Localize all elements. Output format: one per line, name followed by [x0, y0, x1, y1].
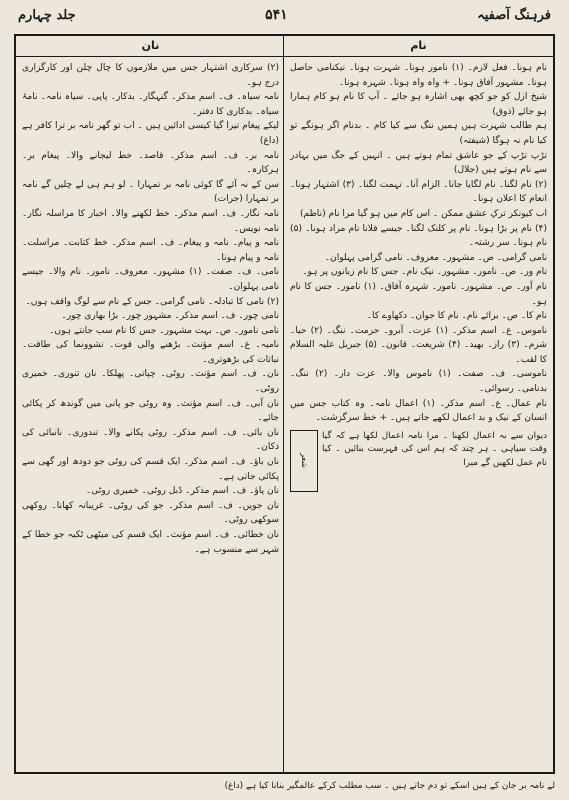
verse: سن کے نہ آئے گا کوئی نامہ بر تمہارا ۔ لو ہم ہی لے چلیں گے نامہ بر تمہارا (جرات) [22, 179, 279, 205]
entry: ناموسی۔ ف۔ صفت۔ (۱) ناموس والا۔ عزت دار۔ (۲) ننگ۔ بدنامی۔ رسوائی۔ [290, 369, 547, 395]
entry: نامہ نگار۔ ف۔ اسم مذکر۔ خط لکھنے والا۔ اخبار کا مراسلہ نگار۔ نامہ نویس۔ [22, 208, 279, 234]
entry: نام ور۔ ص۔ نامور۔ مشہور۔ نیک نام۔ جس کا نام زبانوں پر ہو۔ [302, 267, 547, 278]
left-column [16, 36, 285, 772]
entry: نام ہونا۔ فعل لازم۔ (۱) نامور ہونا۔ شہرت ہونا۔ نیکنامی حاصل ہونا۔ مشہور آفاق ہونا۔ + واہ واہ ہونا۔ شہرہ ہونا۔ [290, 63, 547, 88]
verse-box-text: دیوان سے بہ اعمال لکھنا ۔ مرا نامہ اعمال لکھا ہے کہ گیا وقت سیاہی ۔ ہر چند کہ ہم اس کی فہرست بنائیں ۔ کیا نام عمل لکھیں گے میرا [322, 430, 547, 468]
entry: ناموس۔ ع۔ اسم مذکر۔ (۱) عزت۔ آبرو۔ حرمت۔ ننگ۔ (۲) حیا۔ شرم۔ (۳) راز۔ بھید۔ (۴) شریعت۔ قانون۔ (۵) جبریل علیہ السلام کا لقب۔ [290, 325, 548, 365]
page-footnote: لے نامہ بر جان کے ہیں اسکے تو دم جاتے ہیں ۔ سب مطلب کرکے عالمگیر بنانا کیا ہے (داغ) [224, 781, 555, 791]
entry: نام آور۔ ص۔ مشہور۔ نامور۔ شہرہ آفاق۔ (۱) نامور۔ جس کا نام ہو۔ [290, 281, 547, 307]
entry: نام کا۔ ص۔ برائے نام۔ نام کا جوان۔ دکھاوے کا۔ [366, 311, 547, 322]
entry: نان جویں۔ ف۔ اسم مذکر۔ جو کی روٹی۔ غریبانہ کھانا۔ روکھی سوکھی روٹی۔ [22, 500, 279, 526]
page-frame [14, 34, 555, 774]
entry: نام عمال۔ ع۔ اسم مذکر۔ (۱) اعمال نامہ۔ وہ کتاب جس میں انسان کے نیک و بد اعمال لکھے جاتے ہیں۔ + خط سرگزشت۔ [290, 398, 547, 424]
volume-label: جلد چہارم [18, 7, 76, 23]
entry: نامیہ۔ ع۔ اسم مؤنث۔ بڑھنے والی قوت۔ نشوونما کی طاقت۔ نباتات کی بڑھوتری۔ [22, 340, 279, 365]
right-column [283, 36, 553, 772]
entry: نان باؤ۔ ف۔ اسم مذکر۔ ایک قسم کی روٹی جو دودھ اور گھی سے پکائی جاتی ہے۔ [22, 457, 279, 482]
entry: نان بائی۔ ف۔ اسم مذکر۔ روٹی پکانے والا۔ تندوری۔ نانبائی کی دکان۔ [22, 427, 279, 453]
book-title: فرہنگ آصفیہ [477, 7, 551, 23]
page-header [18, 4, 551, 26]
verse-box [290, 430, 547, 492]
entry: نامی چور۔ ف۔ اسم مذکر۔ مشہور چور۔ بڑا بھاری چور۔ [61, 311, 279, 322]
entry: (۲) نامی کا تبادلہ۔ نامی گرامی۔ جس کے نام سے لوگ واقف ہوں۔ [25, 296, 279, 307]
entry: نان۔ ف۔ اسم مؤنث۔ روٹی۔ چپاتی۔ پھلکا۔ نان تنوری۔ خمیری روٹی۔ [22, 369, 279, 395]
entry: نان پاؤ۔ ف۔ اسم مذکر۔ ڈبل روٹی۔ خمیری روٹی۔ [85, 486, 279, 497]
verse: تڑپ تڑپ کے جو عاشق تمام ہوتے ہیں ۔ انہیں کے جگ میں بہادر سے نام ہوتے ہیں (جلال) [290, 150, 547, 176]
verse: شیخ ازل کو جو کچھ بھی اشارہ ہو جائے ۔ آپ کا نام ہو کام ہمارا ہو جائے (ذوق) [290, 92, 547, 117]
verse: لیکے پیغام تیرا گیا کیسی ادائیں ہیں ۔ اب تو گھر نامہ بر ترا کافر ہے (داغ) [22, 121, 279, 146]
entry: نامی گرامی۔ ص۔ مشہور۔ معروف۔ نامی گرامی پہلوان۔ [324, 252, 547, 263]
left-column-heading: نان [16, 36, 285, 57]
verse-box-sidebar: شعر [290, 430, 318, 492]
right-column-heading: نام [284, 36, 553, 57]
right-column-body [284, 57, 553, 496]
verse: اب کیونکر ترکِ عشق ممکن ۔ اس کام میں ہو گیا مرا نام (ناظم) [299, 208, 547, 219]
entry: نامہ بر۔ ف۔ اسم مذکر۔ قاصد۔ خط لیجانے والا۔ پیغام بر۔ ہرکارہ۔ [22, 150, 279, 176]
page-number: ۵۴۱ [265, 7, 288, 23]
entry: (۲) سرکاری اشتہار جس میں ملازموں کا چال چلن اور کارگزاری درج ہو۔ [22, 63, 279, 88]
entry: نامہ سیاہ۔ ف۔ اسم مذکر۔ گنہگار۔ بدکار۔ پاپی۔ سیاہ نامہ۔ نامۂ سیاہ۔ بدکاری کا دفتر۔ [22, 92, 279, 117]
entry: نامہ و پیام۔ نامہ و پیغام۔ ف۔ اسم مذکر۔ خط کتابت۔ مراسلت۔ نامہ و پیام ہونا۔ [22, 238, 279, 263]
verse: ہم طالب شہرت ہیں ہمیں ننگ سے کیا کام ۔ بدنام اگر ہونگے تو کیا نام نہ ہوگا (شیفتہ) [290, 121, 547, 146]
entry: (۲) نام لگنا۔ نام لگایا جانا۔ الزام آنا۔ تہمت لگنا۔ (۳) اشتہار ہونا۔ انعام کا اعلان ہونا۔ [290, 179, 547, 205]
entry: نان خطائی۔ ف۔ اسم مؤنث۔ ایک قسم کی میٹھی ٹکیہ جو خطا کے شہر سے منسوب ہے۔ [22, 530, 279, 555]
entry: (۴) نام پر بڑا ہونا۔ نام پر کلنک لگنا۔ جیسے فلانا نام مراد ہونا۔ (۵) نام ہونا۔ سر رشتہ۔ [290, 223, 547, 249]
entry: نامی۔ ف۔ صفت۔ (۱) مشہور۔ معروف۔ نامور۔ نام والا۔ جیسے نامی پہلوان۔ [22, 267, 279, 292]
left-column-body [16, 57, 285, 561]
entry: نان آبی۔ ف۔ اسم مؤنث۔ وہ روٹی جو پانی میں گوندھ کر پکائی جائے۔ [22, 398, 279, 424]
entry: نامی نامور۔ ص۔ بہت مشہور۔ جس کا نام سب جانتے ہوں۔ [49, 325, 279, 336]
